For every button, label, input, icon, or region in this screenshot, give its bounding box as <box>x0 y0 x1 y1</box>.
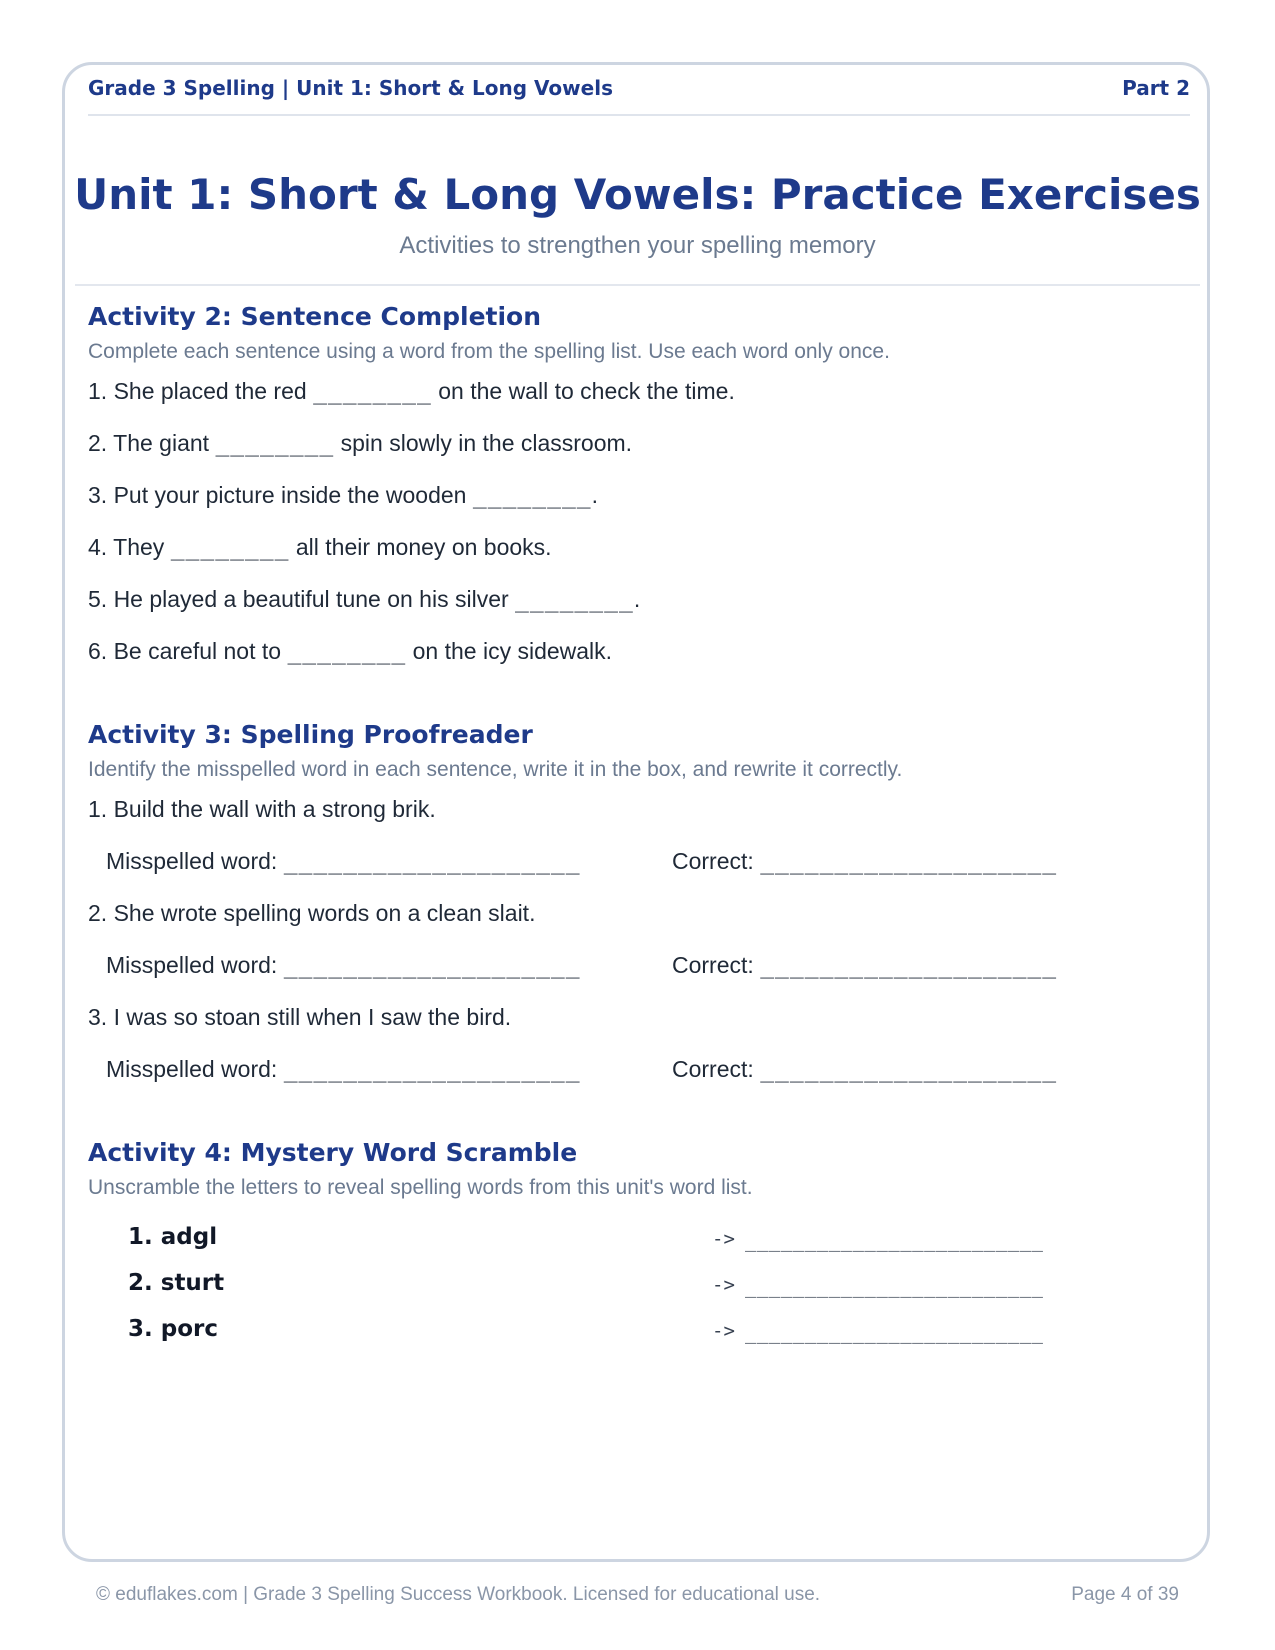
activity-3-heading: Activity 3: Spelling Proofreader <box>88 720 533 749</box>
unscramble-answer-blank[interactable]: _________________________ <box>745 1276 1044 1298</box>
sentence-item: 6. Be careful not to ________ on the icy sidewalk. <box>88 638 613 665</box>
answer-blank[interactable]: ________ <box>287 639 407 665</box>
page-subtitle: Activities to strengthen your spelling memory <box>399 232 876 259</box>
activity-2-heading: Activity 2: Sentence Completion <box>88 302 542 331</box>
running-header <box>88 74 1190 116</box>
header-part-label: Part 2 <box>1122 76 1190 100</box>
answer-blank[interactable]: ________ <box>215 431 335 457</box>
arrow-icon: -> <box>712 1228 735 1250</box>
sentence-item: 1. She placed the red ________ on the wall to check the time. <box>88 378 735 405</box>
misspelled-field[interactable]: Misspelled word: ____________________ <box>106 848 581 875</box>
title-divider <box>75 284 1200 286</box>
correct-field[interactable]: Correct: ____________________ <box>672 952 1058 979</box>
proofread-sentence: 3. I was so stoan still when I saw the bird. <box>88 1004 512 1030</box>
page-number: Page 4 of 39 <box>1071 1584 1179 1605</box>
activity-4-heading: Activity 4: Mystery Word Scramble <box>88 1138 578 1167</box>
unscramble-answer-blank[interactable]: _________________________ <box>745 1322 1044 1344</box>
correct-field[interactable]: Correct: ____________________ <box>672 1056 1058 1083</box>
scrambled-word: 3. porc <box>128 1316 218 1342</box>
unscramble-answer-blank[interactable]: _________________________ <box>745 1230 1044 1252</box>
proofread-sentence: 1. Build the wall with a strong brik. <box>88 796 436 822</box>
correct-field[interactable]: Correct: ____________________ <box>672 848 1058 875</box>
scrambled-word: 2. sturt <box>128 1270 225 1296</box>
answer-blank[interactable]: ________ <box>472 483 592 509</box>
footer-copyright: © eduflakes.com | Grade 3 Spelling Success Workbook. Licensed for educational use. <box>96 1584 821 1605</box>
activity-2-instructions: Complete each sentence using a word from the spelling list. Use each word only once. <box>88 340 890 363</box>
answer-blank[interactable]: ________ <box>170 535 290 561</box>
activity-4-instructions: Unscramble the letters to reveal spelling words from this unit's word list. <box>88 1176 753 1199</box>
sentence-item: 2. The giant ________ spin slowly in the classroom. <box>88 430 633 457</box>
answer-blank[interactable]: ________ <box>515 587 634 613</box>
proofread-sentence: 2. She wrote spelling words on a clean slait. <box>88 900 536 926</box>
page-title: Unit 1: Short & Long Vowels: Practice Exercises <box>74 170 1201 219</box>
sentence-item: 4. They ________ all their money on books. <box>88 534 552 561</box>
answer-blank[interactable]: ________ <box>313 379 432 405</box>
header-course-title: Grade 3 Spelling | Unit 1: Short & Long Vowels <box>88 76 613 100</box>
activity-3-instructions: Identify the misspelled word in each sentence, write it in the box, and rewrite it correctly. <box>88 758 903 781</box>
scrambled-word: 1. adgl <box>128 1224 218 1250</box>
misspelled-field[interactable]: Misspelled word: ____________________ <box>106 952 581 979</box>
sentence-item: 3. Put your picture inside the wooden ________. <box>88 482 599 509</box>
arrow-icon: -> <box>712 1320 735 1342</box>
sentence-item: 5. He played a beautiful tune on his silver ________. <box>88 586 641 613</box>
misspelled-field[interactable]: Misspelled word: ____________________ <box>106 1056 581 1083</box>
arrow-icon: -> <box>712 1274 735 1296</box>
